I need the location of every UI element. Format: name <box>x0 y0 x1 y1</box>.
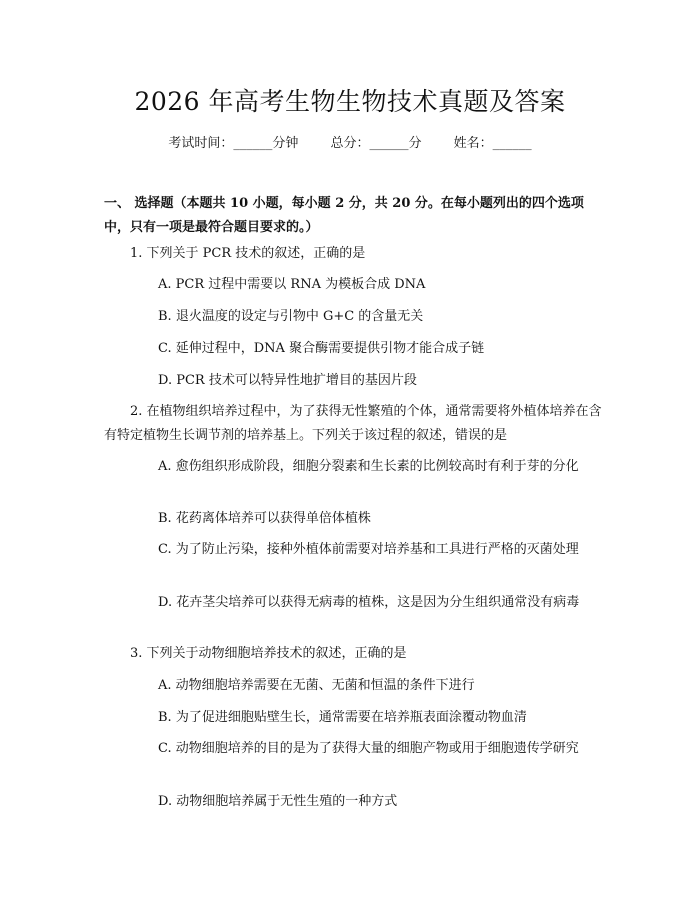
question-option: A. 愈伤组织形成阶段，细胞分裂素和生长素的比例较高时有利于芽的分化 <box>158 459 579 474</box>
question-option: C. 为了防止污染，接种外植体前需要对培养基和工具进行严格的灭菌处理 <box>158 542 579 557</box>
exam-time-label: 考试时间：______分钟 <box>168 136 299 151</box>
question-option: C. 动物细胞培养的目的是为了获得大量的细胞产物或用于细胞遗传学研究 <box>158 741 579 756</box>
question-option: A. PCR 过程中需要以 RNA 为模板合成 DNA <box>158 277 426 292</box>
student-name-label: 姓名：______ <box>453 136 532 151</box>
question-option: D. PCR 技术可以特异性地扩增目的基因片段 <box>158 373 417 388</box>
question-stem: 3. 下列关于动物细胞培养技术的叙述，正确的是 <box>130 646 407 661</box>
exam-title: 2026 年高考生物生物技术真题及答案 <box>134 87 566 116</box>
total-score-label: 总分：______分 <box>330 136 422 151</box>
question-option: B. 花药离体培养可以获得单倍体植株 <box>158 511 371 526</box>
exam-info-line <box>0 132 700 151</box>
question-option: B. 退火温度的设定与引物中 G+C 的含量无关 <box>158 309 424 324</box>
question-option: B. 为了促进细胞贴壁生长，通常需要在培养瓶表面涂覆动物血清 <box>158 710 527 725</box>
section-heading: 一、 选择题（本题共 10 小题，每小题 2 分，共 20 分。在每小题列出的四个选项中，只有一项是最符合题目要求的。） <box>104 196 584 235</box>
question-option: A. 动物细胞培养需要在无菌、无菌和恒温的条件下进行 <box>158 678 475 693</box>
question-option: D. 动物细胞培养属于无性生殖的一种方式 <box>158 794 398 809</box>
question-option: D. 花卉茎尖培养可以获得无病毒的植株，这是因为分生组织通常没有病毒 <box>158 595 580 610</box>
question-stem: 1. 下列关于 PCR 技术的叙述，正确的是 <box>130 246 366 261</box>
question-stem: 2. 在植物组织培养过程中，为了获得无性繁殖的个体，通常需要将外植体培养在含有特定植物生长调节剂的培养基上。下列关于该过程的叙述，错误的是 <box>104 404 602 443</box>
question-option: C. 延伸过程中，DNA 聚合酶需要提供引物才能合成子链 <box>158 341 485 356</box>
